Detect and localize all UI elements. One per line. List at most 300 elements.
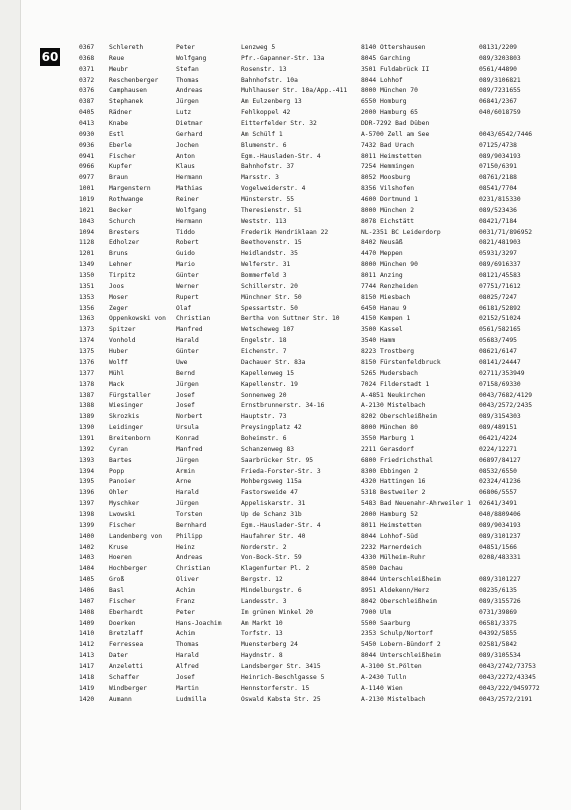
street-address: Ernstbrunnerstr. 34-16 [241,402,325,410]
member-number: 1410 [79,630,95,638]
member-number: 1388 [79,402,95,410]
member-number: 1399 [79,521,95,529]
member-number: 1398 [79,510,95,518]
street-address: Mindelburgstr. 6 [241,586,302,594]
list-item [79,152,567,163]
street-address: Heinrich-Beschlgasse 5 [241,673,325,681]
list-item [79,369,567,380]
city: 3501 Fuldabrück II [361,65,430,73]
last-name: Dater [109,652,128,660]
city: 8300 Ebbingen 2 [361,467,418,475]
member-number: 1405 [79,576,95,584]
first-name: Anton [176,152,195,160]
first-name: Dietmar [176,120,203,128]
city: 8045 Garching [361,54,411,62]
list-item [79,304,567,315]
city: 8044 Lohhof [361,76,403,84]
street-address: Frieda-Forster-Str. 3 [241,467,321,475]
street-address: Am Eulzenberg 13 [241,98,302,106]
street-address: Eichenstr. 7 [241,348,287,356]
last-name: Huber [109,348,128,356]
last-name: Myschker [109,500,140,508]
first-name: Thomas [176,641,199,649]
list-item [79,695,567,706]
street-address: Kapellenstr. 19 [241,380,298,388]
street-address: Rosenstr. 13 [241,65,287,73]
last-name: Tirpitz [109,272,136,280]
city: 6550 Homburg [361,98,407,106]
city: A-4851 Neukirchen [361,391,426,399]
first-name: Jürgen [176,98,199,106]
first-name: Wolfgang [176,54,207,62]
member-number: 1349 [79,261,95,269]
member-number: 0413 [79,120,95,128]
phone-number: 08621/6147 [479,348,517,356]
list-item [79,608,567,619]
first-name: Arne [176,478,192,486]
street-address: Beethovenstr. 15 [241,239,302,247]
last-name: Vonhold [109,337,136,345]
last-name: Bresters [109,228,140,236]
first-name: Ludmilla [176,695,207,703]
member-number: 1392 [79,445,95,453]
first-name: Lutz [176,109,192,117]
first-name: Reiner [176,196,199,204]
member-number: 1373 [79,326,95,334]
city: 8402 Neusäß [361,239,403,247]
first-name: Achim [176,630,195,638]
member-number: 0941 [79,152,95,160]
city: 5318 Bestweiler 2 [361,489,426,497]
list-item [79,260,567,271]
street-address: Norderstr. 2 [241,543,287,551]
last-name: Groß [109,576,125,584]
member-number: 1377 [79,369,95,377]
first-name: Gerhard [176,130,203,138]
member-number: 1397 [79,500,95,508]
city: 8011 Heimstetten [361,152,422,160]
street-address: Wetscheweg 107 [241,326,295,334]
city: 8044 Unterschleißheim [361,576,441,584]
phone-number: 0561/44890 [479,65,517,73]
phone-number: 0043/2742/73753 [479,662,536,670]
city: 7254 Hemmingen [361,163,415,171]
first-name: Robert [176,239,199,247]
phone-number: 08532/6550 [479,467,517,475]
street-address: Fehlkoppel 42 [241,109,291,117]
last-name: Oppenkowski von [109,315,166,323]
street-address: Im grünen Winkel 20 [241,608,314,616]
phone-number: 089/3203803 [479,54,521,62]
member-number: 1402 [79,543,95,551]
list-item [79,586,567,597]
list-item [79,445,567,456]
phone-number: 0561/582165 [479,326,521,334]
list-item [79,86,567,97]
street-address: Theresienstr. 51 [241,206,302,214]
city: A-1140 Wien [361,684,403,692]
list-item [79,575,567,586]
list-item [79,336,567,347]
phone-number: 0043/2572/2191 [479,695,533,703]
phone-number: 08761/2188 [479,174,517,182]
phone-number: 089/6916337 [479,261,521,269]
city: 3540 Hamm [361,337,396,345]
phone-number: 089/3105534 [479,652,521,660]
phone-number: 04851/1566 [479,543,517,551]
city: 5500 Saarburg [361,619,411,627]
phone-number: 089/3101227 [479,576,521,584]
list-item [79,380,567,391]
list-item [79,467,567,478]
city: 8000 München 80 [361,424,418,432]
phone-number: 0731/39869 [479,608,517,616]
city: 6450 Hanau 9 [361,304,407,312]
phone-number: 06841/2367 [479,98,517,106]
list-item [79,54,567,65]
street-address: Landesstr. 3 [241,597,287,605]
member-number: 1021 [79,206,95,214]
first-name: Ursula [176,424,199,432]
member-number: 0405 [79,109,95,117]
phone-number: 089/523436 [479,206,517,214]
last-name: Breitenborn [109,434,151,442]
list-item [79,97,567,108]
last-name: Stephanek [109,98,144,106]
first-name: Mario [176,261,195,269]
last-name: Basl [109,586,125,594]
city: 5265 Mudersbach [361,369,418,377]
list-item [79,651,567,662]
city: 3500 Kassel [361,326,403,334]
member-number: 1375 [79,348,95,356]
last-name: Spitzer [109,326,136,334]
first-name: Norbert [176,413,203,421]
phone-number: 0043/2272/43345 [479,673,536,681]
first-name: Konrad [176,434,199,442]
last-name: Fischer [109,521,136,529]
first-name: Oliver [176,576,199,584]
list-item [79,271,567,282]
street-address: Pfr.-Gapanner-Str. 13a [241,54,325,62]
phone-number: 06897/84127 [479,456,521,464]
phone-number: 089/9034193 [479,521,521,529]
first-name: Andreas [176,554,203,562]
street-address: Lenzweg 5 [241,44,276,51]
phone-number: 07150/6391 [479,163,517,171]
member-number: 1400 [79,532,95,540]
phone-number: 08421/7184 [479,217,517,225]
last-name: Kupfer [109,163,132,171]
street-address: Bahnhofstr. 37 [241,163,295,171]
last-name: Mack [109,380,125,388]
city: 2000 Hamburg 65 [361,109,418,117]
phone-number: 05683/7495 [479,337,517,345]
list-item [79,162,567,173]
street-address: Welferstr. 31 [241,261,291,269]
city: 6800 Friedrichsthal [361,456,434,464]
phone-number: 08121/45583 [479,272,521,280]
phone-number: 0043/6542/7446 [479,130,533,138]
member-number: 1389 [79,413,95,421]
first-name: Jochen [176,141,199,149]
street-address: Bommerfeld 3 [241,272,287,280]
list-item [79,597,567,608]
phone-number: 0208/483331 [479,554,521,562]
first-name: Harald [176,337,199,345]
first-name: Martin [176,684,199,692]
phone-number: 02324/41236 [479,478,521,486]
city: A-5700 Zell am See [361,130,430,138]
first-name: Josef [176,391,195,399]
street-address: Kapellenweg 15 [241,369,295,377]
city: 4320 Hattingen 16 [361,478,426,486]
list-item [79,477,567,488]
first-name: Josef [176,402,195,410]
last-name: Edholzer [109,239,140,247]
first-name: Jürgen [176,456,199,464]
member-number: 0977 [79,174,95,182]
street-address: Haufahrer Str. 40 [241,532,306,540]
last-name: Cyran [109,445,128,453]
last-name: Camphausen [109,87,147,95]
city: 5450 Lobern-Bündorf 2 [361,641,441,649]
street-address: Boheimstr. 6 [241,434,287,442]
member-number: 1393 [79,456,95,464]
phone-number: 0224/12271 [479,445,517,453]
member-number: 0387 [79,98,95,106]
street-address: Egm.-Hauslader-Str. 4 [241,521,321,529]
street-address: Am Schülf 1 [241,130,283,138]
member-number: 1363 [79,315,95,323]
member-number: 1128 [79,239,95,247]
first-name: Jürgen [176,380,199,388]
last-name: Wiesinger [109,402,144,410]
city: 8951 Aldekenn/Herz [361,586,430,594]
member-number: 0930 [79,130,95,138]
first-name: Manfred [176,326,203,334]
street-address: Saarbrücker Str. 95 [241,456,314,464]
city: 7024 Filderstadt 1 [361,380,430,388]
last-name: Bretzlaff [109,630,144,638]
first-name: Uwe [176,358,188,366]
list-item [79,314,567,325]
first-name: Peter [176,44,195,51]
street-address: Schillerstr. 20 [241,282,298,290]
member-number: 1418 [79,673,95,681]
first-name: Bernd [176,369,195,377]
last-name: Wolff [109,358,128,366]
phone-number: 02641/3491 [479,500,517,508]
last-name: Margenstern [109,185,151,193]
phone-number: 05931/3297 [479,250,517,258]
phone-number: 02711/353949 [479,369,525,377]
list-item [79,195,567,206]
street-address: Spessartstr. 50 [241,304,298,312]
member-number: 0936 [79,141,95,149]
list-item [79,76,567,87]
street-address: Klagenfurter Pl. 2 [241,565,310,573]
member-number: 1387 [79,391,95,399]
member-number: 1378 [79,380,95,388]
first-name: Thomas [176,76,199,84]
city: 8042 Oberschleißheim [361,597,437,605]
phone-number: 07158/69330 [479,380,521,388]
phone-number: 06421/4224 [479,434,517,442]
member-number: 0376 [79,87,95,95]
phone-number: 089/3106821 [479,76,521,84]
first-name: Rupert [176,293,199,301]
city: 8078 Eichstätt [361,217,415,225]
first-name: Mathias [176,185,203,193]
city: 8150 Miesbach [361,293,411,301]
street-address: Am Markt 10 [241,619,283,627]
last-name: Lehner [109,261,132,269]
last-name: Ferressea [109,641,144,649]
city: 8000 München 2 [361,206,415,214]
last-name: Eberle [109,141,132,149]
list-item [79,228,567,239]
phone-number: 08541/7704 [479,185,517,193]
first-name: Tiddo [176,228,195,236]
city: 4470 Meppen [361,250,403,258]
member-number: 1353 [79,293,95,301]
first-name: Andreas [176,87,203,95]
last-name: Zeger [109,304,128,312]
first-name: Manfred [176,445,203,453]
member-number: 0966 [79,163,95,171]
list-item [79,662,567,673]
list-item [79,293,567,304]
phone-number: 089/3154303 [479,413,521,421]
member-list [79,43,567,705]
list-item [79,456,567,467]
list-item [79,488,567,499]
street-address: Sonnenweg 20 [241,391,287,399]
list-item [79,619,567,630]
first-name: Werner [176,282,199,290]
first-name: Achim [176,586,195,594]
street-address: Bertha von Suttner Str. 10 [241,315,340,323]
phone-number: 04392/5855 [479,630,517,638]
first-name: Guido [176,250,195,258]
city: 8044 Lohhof-Süd [361,532,418,540]
phone-number: 0821/481903 [479,239,521,247]
list-item [79,401,567,412]
list-item [79,553,567,564]
city: NL-2351 BC Leiderdorp [361,228,441,236]
last-name: Panoier [109,478,136,486]
member-number: 1001 [79,185,95,193]
street-address: Fastorsweide 47 [241,489,298,497]
city: 8223 Trostberg [361,348,415,356]
city: 7432 Bad Urach [361,141,415,149]
member-number: 0367 [79,44,95,51]
member-number: 1409 [79,619,95,627]
phone-number: 08131/2209 [479,44,517,51]
member-number: 1396 [79,489,95,497]
first-name: Bernhard [176,521,207,529]
list-item [79,217,567,228]
last-name: Anzeletti [109,662,144,670]
page-edge [0,0,21,810]
street-address: Muensterberg 24 [241,641,298,649]
member-number: 1374 [79,337,95,345]
list-item [79,510,567,521]
first-name: Alfred [176,662,199,670]
list-item [79,184,567,195]
last-name: Braun [109,174,128,182]
phone-number: 02152/51024 [479,315,521,323]
street-address: Frederik Hendriklaan 22 [241,228,329,236]
last-name: Ohler [109,489,128,497]
street-address: Dachauer Str. 83a [241,358,306,366]
city: 3550 Marburg 1 [361,434,415,442]
member-number: 1395 [79,478,95,486]
first-name: Peter [176,608,195,616]
list-item [79,65,567,76]
city: 5483 Bad Neuenahr-Ahrweiler 1 [361,500,471,508]
city: A-2430 Tulln [361,673,407,681]
last-name: Fischer [109,597,136,605]
last-name: Skrozkis [109,413,140,421]
member-number: 0372 [79,76,95,84]
last-name: Schurch [109,217,136,225]
street-address: Heidlandstr. 35 [241,250,298,258]
first-name: Hermann [176,174,203,182]
list-item [79,358,567,369]
member-number: 1404 [79,565,95,573]
last-name: Fürgstaller [109,391,151,399]
phone-number: 0043/2572/2435 [479,402,533,410]
street-address: Oswald Kabsta Str. 25 [241,695,321,703]
list-item [79,43,567,54]
member-number: 1394 [79,467,95,475]
city: 8000 München 70 [361,87,418,95]
phone-number: 06581/3375 [479,619,517,627]
first-name: Jürgen [176,500,199,508]
member-number: 1420 [79,695,95,703]
phone-number: 089/9034193 [479,152,521,160]
list-item [79,673,567,684]
list-item [79,543,567,554]
last-name: Knabe [109,120,128,128]
last-name: Aumann [109,695,132,703]
city: 7900 Ulm [361,608,392,616]
list-item [79,206,567,217]
city: 7744 Renzheiden [361,282,418,290]
street-address: Mohbergsweg 115a [241,478,302,486]
last-name: Bruns [109,250,128,258]
first-name: Stefan [176,65,199,73]
last-name: Becker [109,206,132,214]
last-name: Mühl [109,369,125,377]
street-address: Haydnstr. 8 [241,652,283,660]
last-name: Joos [109,282,125,290]
phone-number: 06181/52892 [479,304,521,312]
list-item [79,629,567,640]
list-item [79,173,567,184]
last-name: Moser [109,293,128,301]
member-number: 1406 [79,586,95,594]
city: 8044 Unterschleißheim [361,652,441,660]
member-number: 1407 [79,597,95,605]
first-name: Armin [176,467,195,475]
last-name: Rothwange [109,196,144,204]
phone-number: 07751/71612 [479,282,521,290]
city: A-2130 Mistelbach [361,695,426,703]
first-name: Christian [176,565,211,573]
